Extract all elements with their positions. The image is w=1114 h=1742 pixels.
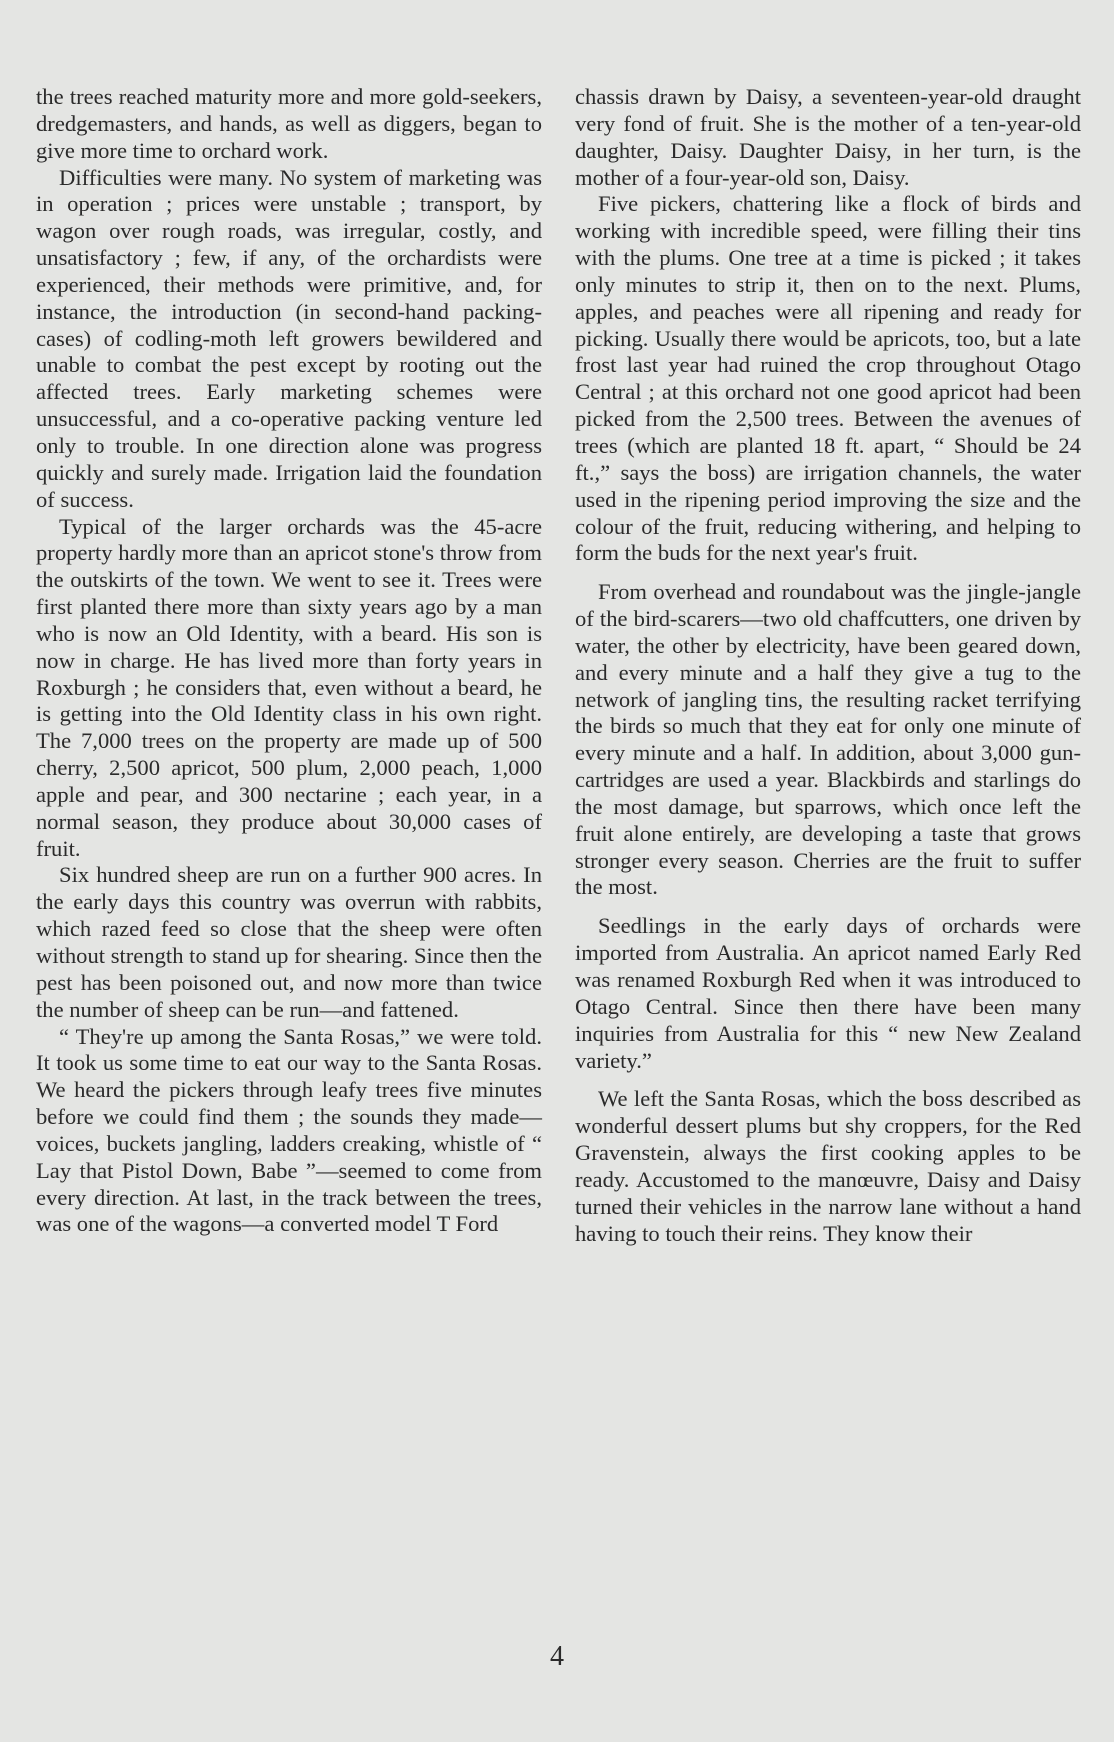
paragraph: Five pickers, chattering like a flock of birds and working with incredible speed, were filling their tins with the plums. One tree at a time is picked ; it takes only minutes to strip it, then on to the next. Plums, apples, and peaches were all ripening and ready for picking. Usually there would be apricots, too, but a late frost last year had ruined the crop throughout Otago Central ; at this orchard not one good apricot had been picked from the 2,500 trees. Between the avenues of trees (which are planted 18 ft. apart, “ Should be 24 ft.,” says the boss) are irrigation channels, the water used in the ripening period improving the size and the colour of the fruit, reducing withering, and helping to form the buds for the next year's fruit. (575, 191, 1081, 566)
paragraph: “ They're up among the Santa Rosas,” we were told. It took us some time to eat our way to the Santa Rosas. We heard the pickers through leafy trees five minutes before we could find them ; the sounds they made—voices, buckets jangling, ladders creaking, whistle of “ Lay that Pistol Down, Babe ”—seemed to come from every direction. At last, in the track between the trees, was one of the wagons—a converted model T Ford (36, 1023, 542, 1237)
paragraph: From overhead and roundabout was the jingle-jangle of the bird-scarers—two old chaffcutters, one driven by water, the other by electricity, have been geared down, and every minute and a half they give a tug to the network of jangling tins, the resulting racket terrifying the birds so much that they eat for only one minute of every minute and a half. In addition, about 3,000 gun-cartridges are used a year. Blackbirds and starlings do the most damage, but sparrows, which once left the fruit alone entirely, are developing a taste that grows stronger every season. Cherries are the fruit to suffer the most. (575, 579, 1081, 900)
paragraph: chassis drawn by Daisy, a seventeen-year-old draught very fond of fruit. She is the mother of a ten-year-old daughter, Daisy. Daughter Daisy, in her turn, is the mother of a four-year-old son, Daisy. (575, 84, 1081, 190)
paragraph: Typical of the larger orchards was the 45-acre property hardly more than an apricot stone's throw from the outskirts of the town. We went to see it. Trees were first planted there more than sixty years ago by a man who is now an Old Identity, with a beard. His son is now in charge. He has lived more than forty years in Roxburgh ; he considers that, even without a beard, he is getting into the Old Identity class in his own right. The 7,000 trees on the property are made up of 500 cherry, 2,500 apricot, 500 plum, 2,000 peach, 1,000 apple and pear, and 300 nectarine ; each year, in a normal season, they produce about 30,000 cases of fruit. (36, 513, 543, 861)
paragraph: the trees reached maturity more and more gold-seekers, dredgemasters, and hands, as well as diggers, began to give more time to orchard work. (36, 84, 542, 163)
paragraph: Six hundred sheep are run on a further 900 acres. In the early days this country was overrun with rabbits, which razed feed so close that the sheep were often without strength to stand up for shearing. Since then the pest has been poisoned out, and now more than twice the number of sheep can be run—and fattened. (36, 862, 542, 1022)
paragraph: We left the Santa Rosas, which the boss described as wonderful dessert plums but shy croppers, for the Red Gravenstein, always the first cooking apples to be ready. Accustomed to the manœuvre, Daisy and Daisy turned their vehicles in the narrow lane without a hand having to touch their reins. They know their (575, 1086, 1081, 1246)
left-column (36, 84, 542, 1238)
paragraph: Seedlings in the early days of orchards were imported from Australia. An apricot named Early Red was renamed Roxburgh Red when it was introduced to Otago Central. Since then there have been many inquiries from Australia for this “ new New Zealand variety.” (575, 913, 1081, 1073)
paragraph: Difficulties were many. No system of marketing was in operation ; prices were unstable ; transport, by wagon over rough roads, was irregular, costly, and unsatisfactory ; few, if any, of the orchardists were experienced, their methods were primitive, and, for instance, the introduction (in second-hand packing-cases) of codling-moth left growers bewildered and unable to combat the pest except by rooting out the affected trees. Early marketing schemes were unsuccessful, and a co-operative packing venture led only to trouble. In one direction alone was progress quickly and surely made. Irrigation laid the foundation of success. (36, 164, 542, 512)
right-column (575, 84, 1081, 1247)
page-number: 4 (550, 1641, 564, 1672)
